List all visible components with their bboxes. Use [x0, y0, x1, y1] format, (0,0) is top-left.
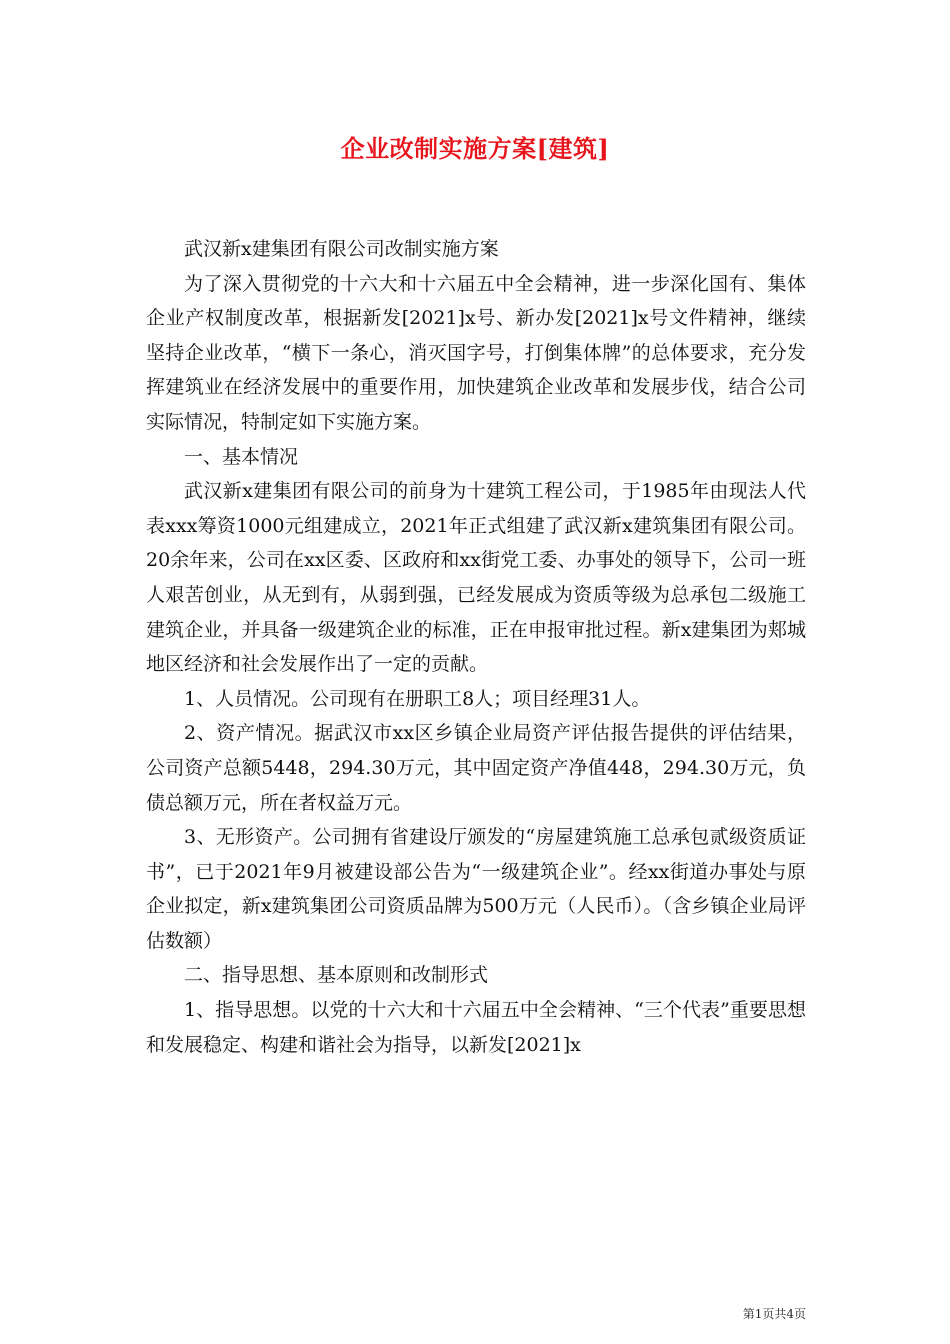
intro-paragraph: 为了深入贯彻党的十六大和十六届五中全会精神，进一步深化国有、集体企业产权制度改革，根据新发[2021]x号、新办发[2021]x号文件精神，继续坚持企业改革，“横下一条心，消灭国字号，打倒集体牌”的总体要求，充分发挥建筑业在经济发展中的重要作用，加快建筑企业改革和发展步伐，结合公司实际情况，特制定如下实施方案。: [146, 272, 806, 433]
assets-paragraph: 2、资产情况。据武汉市xx区乡镇企业局资产评估报告提供的评估结果，公司资产总额5448，294.30万元，其中固定资产净值448，294.30万元，负债总额万元，所在者权益万元。: [146, 722, 806, 814]
company-history-paragraph: 武汉新x建集团有限公司的前身为十建筑工程公司，于1985年由现法人代表xxx筹资1000元组建成立，2021年正式组建了武汉新x建筑集团有限公司。20余年来，公司在xx区委、区政府和xx街党工委、办事处的领导下，公司一班人艰苦创业，从无到有，从弱到强，已经发展成为资质等级为总承包二级施工建筑企业，并具备一级建筑企业的标准，正在申报审批过程。新x建集团为郏城地区经济和社会发展作出了一定的贡献。: [146, 480, 806, 676]
section-heading-guiding-principles: 二、指导思想、基本原则和改制形式: [184, 964, 489, 987]
intangible-assets-paragraph: 3、无形资产。公司拥有省建设厅颁发的“房屋建筑施工总承包贰级资质证书”，已于2021年9月被建设部公告为“一级建筑企业”。经xx街道办事处与原企业拟定，新x建筑集团公司资质品牌为500万元（人民币）。（含乡镇企业局评估数额）: [146, 826, 806, 952]
subtitle-paragraph: 武汉新x建集团有限公司改制实施方案: [184, 238, 499, 260]
page-number: 第1页共4页: [742, 1307, 806, 1321]
guiding-ideology-paragraph: 1、指导思想。以党的十六大和十六届五中全会精神、“三个代表”重要思想和发展稳定、构建和谐社会为指导，以新发[2021]x: [146, 999, 806, 1056]
document-body: [146, 232, 806, 1062]
section-heading-basic-situation: 一、基本情况: [184, 445, 299, 468]
document-title: 企业改制实施方案[建筑]: [340, 134, 610, 163]
personnel-paragraph: 1、人员情况。公司现有在册职工8人；项目经理31人。: [184, 687, 651, 710]
